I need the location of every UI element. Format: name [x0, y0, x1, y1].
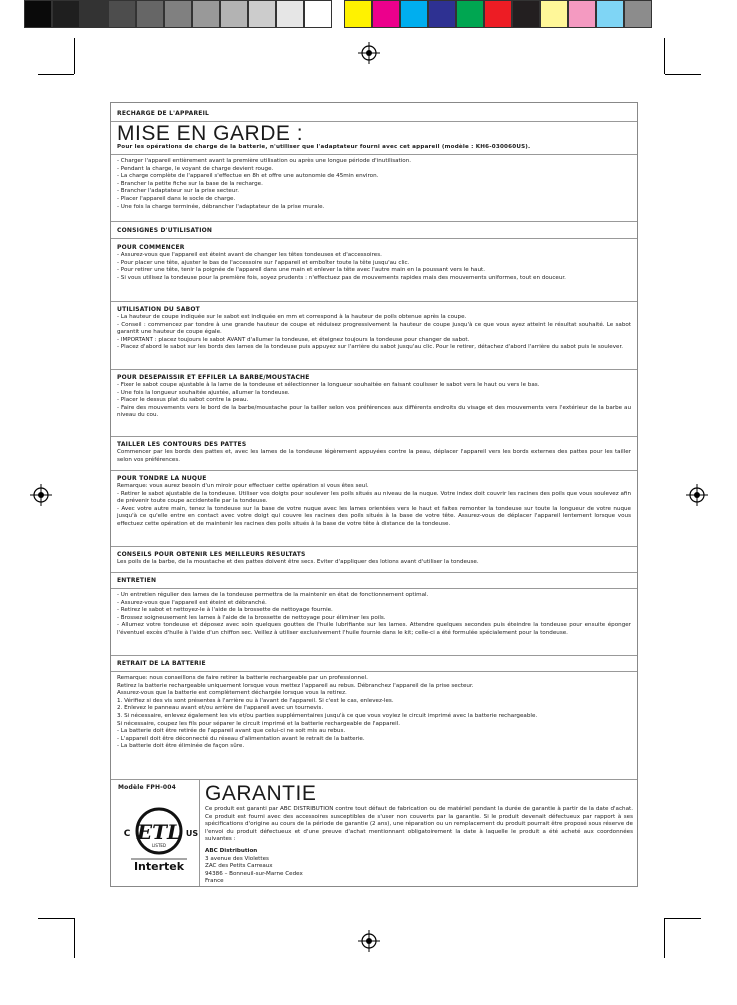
color-swatch	[484, 0, 512, 28]
section-title-consignes: CONSIGNES D'UTILISATION	[117, 227, 213, 234]
certification-panel	[111, 779, 200, 886]
nuque-list	[111, 483, 637, 529]
text-line: 2. Enlevez le panneau avant et/ou arrière de l'appareil avec un tournevis.	[117, 705, 324, 712]
garantie-text: Ce produit est garanti par ABC DISTRIBUTION contre tout défaut de fabrication ou de matériel pendant la durée de garantie à partir de la date d'achat. Ce produit est fourni avec des accessoires susceptibles de s'user non couverts par la garantie. Si le produit devenait défectueux par rapport à ses spécifications d'origine au cours de la période de garantie (2 ans), une réparation ou un remplacement du produit pourrait être proposé sous réserve de l'envoi du produit défectueux et d'une preuve d'achat mentionnant obligatoirement la date à laquelle le produit a été acheté aux coordonnées suivantes :	[205, 806, 633, 843]
entretien-list	[111, 592, 637, 638]
text-line: 3. Si nécessaire, enlevez également les vis et/ou parties supplémentaires jusqu'à ce que vous voyiez le circuit imprimé avec la batterie rechargeable.	[117, 712, 538, 719]
text-line: - Brossez soigneusement les lames à l'aide de la brossette de nettoyage pour éliminer les poils.	[117, 614, 386, 621]
svg-text:US: US	[185, 829, 199, 838]
etl-listed-seal-icon	[119, 797, 199, 877]
mise-en-garde-subtitle: Pour les opérations de charge de la batterie, n'utiliser que l'adaptateur fourni avec cet appareil (modèle : KH6-030060US).	[117, 144, 531, 150]
text-line: - La batterie doit être retirée de l'appareil avant que celui-ci ne soit mis au rebus.	[117, 728, 346, 735]
color-swatch	[248, 0, 276, 28]
color-swatch	[192, 0, 220, 28]
text-line: - Pour retirer une tête, tenir la poignée de l'appareil dans une main et enlever la tête avec l'autre main en la poussant vers le haut.	[117, 267, 485, 274]
registration-mark-icon	[358, 930, 380, 952]
color-swatch	[372, 0, 400, 28]
divider	[111, 588, 637, 589]
color-swatch	[52, 0, 80, 28]
text-line: ABC Distribution	[205, 847, 258, 854]
text-line: - Placer le dessus plat du sabot contre la peau.	[117, 397, 249, 404]
color-swatch	[344, 0, 372, 28]
crop-mark	[665, 74, 701, 75]
divider	[111, 470, 637, 471]
svg-text:LISTED: LISTED	[152, 843, 166, 848]
divider	[111, 671, 637, 672]
color-swatch	[108, 0, 136, 28]
text-line: - Placer l'appareil dans le socle de charge.	[117, 195, 236, 202]
address-block	[205, 848, 633, 886]
text-line: - Une fois la charge terminée, débrancher l'adaptateur de la prise murale.	[117, 203, 325, 210]
section-title-retrait: RETRAIT DE LA BATTERIE	[117, 660, 206, 667]
text-line: France	[205, 878, 224, 885]
color-swatch	[220, 0, 248, 28]
color-swatch	[304, 0, 332, 28]
color-swatch	[164, 0, 192, 28]
crop-mark	[665, 918, 701, 919]
crop-mark	[74, 38, 75, 74]
text-line: - Faire des mouvements vers le bord de la barbe/moustache pour la tailler selon vos préférences aux différents endroits du visage et des mouvements vers l'extérieur de la barbe au niveau du cou.	[117, 404, 631, 419]
model-label: Modèle FPH-004	[118, 784, 177, 791]
text-line: - Retirez le sabot et nettoyez-le à l'aide de la brossette de nettoyage fournie.	[117, 607, 333, 614]
section-title-desepaissir: POUR DESEPAISSIR ET EFFILER LA BARBE/MOUSTACHE	[117, 374, 310, 381]
color-swatch	[456, 0, 484, 28]
section-title-entretien: ENTRETIEN	[117, 577, 157, 584]
color-swatch	[540, 0, 568, 28]
section-title-conseils: CONSEILS POUR OBTENIR LES MEILLEURS RESULTATS	[117, 551, 306, 558]
text-line: Remarque: vous aurez besoin d'un miroir pour effectuer cette opération si vous êtes seul.	[117, 483, 369, 489]
section-title-recharge: RECHARGE DE L'APPAREIL	[117, 110, 210, 117]
divider	[111, 572, 637, 573]
divider	[111, 154, 637, 155]
registration-mark-icon	[686, 484, 708, 506]
divider	[111, 436, 637, 437]
divider	[111, 546, 637, 547]
text-line: - Charger l'appareil entièrement avant la première utilisation ou après une longue période d'inutilisation.	[117, 158, 412, 164]
text-line: - Assurez-vous que l'appareil est éteint avant de changer les têtes tondeuses et d'accessoires.	[117, 252, 382, 258]
svg-text:Intertek: Intertek	[133, 860, 185, 873]
retrait-list	[111, 675, 637, 751]
text-line: - L'appareil doit être déconnecté du réseau d'alimentation avant le retrait de la batterie.	[117, 735, 365, 742]
text-line: - Pendant la charge, le voyant de charge devient rouge.	[117, 165, 274, 172]
color-swatch	[400, 0, 428, 28]
text-line: - Si vous utilisez la tondeuse pour la première fois, soyez prudents : n'effectuez pas de mouvements rapides mais des mouvements uniformes, tout en douceur.	[117, 274, 566, 281]
text-line: - Brancher la petite fiche sur la base de la recharge.	[117, 180, 263, 187]
text-line: - Un entretien régulier des lames de la tondeuse permettra de la maintenir en état de fonctionnement optimal.	[117, 592, 429, 598]
divider	[111, 655, 637, 656]
text-line: - Conseil : commencez par tondre à une grande hauteur de coupe et réduisez progressivement la hauteur de coupe jusqu'à ce que vous ayez atteint le résultat souhaité. Le sabot garantit une hauteur de coupe égale.	[117, 321, 631, 336]
section-title-nuque: POUR TONDRE LA NUQUE	[117, 475, 207, 482]
svg-text:C: C	[123, 829, 131, 839]
text-line: - Pour placer une tête, ajuster le bas de l'accessoire sur l'appareil et emboîter toute la tête jusqu'au clic.	[117, 259, 410, 266]
recharge-list	[111, 158, 637, 211]
crop-mark	[38, 74, 74, 75]
text-line: - Fixer le sabot coupe ajustable à la lame de la tondeuse et sélectionner la longueur souhaitée en faisant coulisser le sabot vers le haut ou vers le bas.	[117, 382, 540, 388]
pour-commencer-list	[111, 252, 637, 282]
text-line: - La hauteur de coupe indiquée sur le sabot est indiquée en mm et correspond à la hauteur de poils obtenue après la coupe.	[117, 314, 467, 320]
divider	[111, 369, 637, 370]
text-line: - Avec votre autre main, tenez la tondeuse sur la base de votre nuque avec les lames orientées vers le haut et faites remonter la tondeuse sur toute la longueur de votre nuque jusqu'à ce qu'elle entre en contact avec votre doigt qui couvre les racines des poils situés à la base de votre tête. Assurez-vous de déplacer l'appareil lentement lorsque vous effectuez cette opération et de maintenir les racines des poils situés à la base de votre tête à distance de la tondeuse.	[117, 505, 631, 527]
color-swatch	[80, 0, 108, 28]
color-swatch	[568, 0, 596, 28]
text-line: Retirez la batterie rechargeable uniquement lorsque vous mettez l'appareil au rebus. Débranchez l'appareil de la prise secteur.	[117, 682, 474, 689]
color-calibration-bar	[24, 0, 714, 30]
sabot-list	[111, 314, 637, 352]
crop-mark	[38, 918, 74, 919]
text-line: Assurez-vous que la batterie est complètement déchargée lorsque vous la retirez.	[117, 690, 347, 697]
section-title-pour-commencer: POUR COMMENCER	[117, 244, 185, 251]
color-swatch	[136, 0, 164, 28]
registration-mark-icon	[358, 42, 380, 64]
garantie-title: GARANTIE	[205, 782, 317, 805]
text-line: Si nécessaire, coupez les fils pour séparer le circuit imprimé et la batterie rechargeable de l'appareil.	[117, 720, 400, 727]
text-line: - Une fois la longueur souhaitée ajustée, allumer la tondeuse.	[117, 389, 290, 396]
text-line: 3 avenue des Violettes	[205, 855, 269, 862]
text-line: 94386 – Bonneuil-sur-Marne Cedex	[205, 870, 303, 877]
text-line: - Placez d'abord le sabot sur les bords des lames de la tondeuse puis appuyez sur l'arrière du sabot jusqu'au clic. Pour le retirer, détachez d'abord l'arrière du sabot puis le soulever.	[117, 344, 624, 351]
text-line: - IMPORTANT : placez toujours le sabot AVANT d'allumer la tondeuse, et éteignez toujours la tondeuse pour changer de sabot.	[117, 336, 470, 343]
color-swatch	[24, 0, 52, 28]
crop-mark	[74, 918, 75, 958]
text-line: - Retirer le sabot ajustable de la tondeuse. Utiliser vos doigts pour soulever les poils situés au niveau de la nuque. Votre index doit couvrir les racines des poils que vous soulevez afin de prévenir toute coupe accidentelle par la tondeuse.	[117, 490, 631, 505]
instruction-sheet	[110, 102, 638, 887]
text-line: - Assurez-vous que l'appareil est éteint et débranché.	[117, 599, 267, 606]
crop-mark	[664, 918, 665, 958]
text-line: 1. Vérifiez si des vis sont présentes à l'arrière ou à l'avant de l'appareil. Si c'est le cas, enlevez-les.	[117, 697, 394, 704]
divider	[111, 238, 637, 239]
pattes-text: Commencer par les bords des pattes et, avec les lames de la tondeuse légèrement appuyées contre la peau, déplacer l'appareil vers les bords externes des pattes pour les tailler selon vos préférences.	[117, 449, 631, 463]
conseils-text: Les poils de la barbe, de la moustache et des pattes doivent être secs. Eviter d'appliquer des lotions avant d'utiliser la tondeuse.	[117, 559, 479, 565]
desepaissir-list	[111, 382, 637, 420]
divider	[111, 301, 637, 302]
text-line: Remarque: nous conseillons de faire retirer la batterie rechargeable par un professionnel.	[117, 675, 368, 681]
color-swatch	[332, 0, 344, 28]
section-title-sabot: UTILISATION DU SABOT	[117, 306, 200, 313]
section-title-pattes: TAILLER LES CONTOURS DES PATTES	[117, 441, 247, 448]
crop-mark	[664, 38, 665, 74]
divider	[111, 221, 637, 222]
warranty-panel	[205, 783, 633, 886]
text-line: - Brancher l'adaptateur sur la prise secteur.	[117, 188, 239, 195]
color-swatch	[276, 0, 304, 28]
registration-mark-icon	[30, 484, 52, 506]
color-swatch	[512, 0, 540, 28]
text-line: ZAC des Petits Carreaux	[205, 863, 273, 870]
color-swatch	[624, 0, 652, 28]
text-line: - Allumez votre tondeuse et déposez avec soin quelques gouttes de l'huile lubrifiante sur les lames. Attendre quelques secondes puis éteindre la tondeuse pour ensuite éponger l'éventuel excès d'huile à l'aide d'un chiffon sec. Veillez à utiliser exclusivement l'huile fournie dans le kit; celle-ci a été formulée spécialement pour la tondeuse.	[117, 622, 631, 636]
color-swatch	[596, 0, 624, 28]
text-line: - La charge complète de l'appareil s'effectue en 8h et offre une autonomie de 45min environ.	[117, 173, 379, 180]
mise-en-garde-title: MISE EN GARDE :	[117, 122, 304, 145]
text-line: - La batterie doit être éliminée de façon sûre.	[117, 743, 245, 750]
svg-text:ETL: ETL	[136, 820, 182, 844]
color-swatch	[428, 0, 456, 28]
